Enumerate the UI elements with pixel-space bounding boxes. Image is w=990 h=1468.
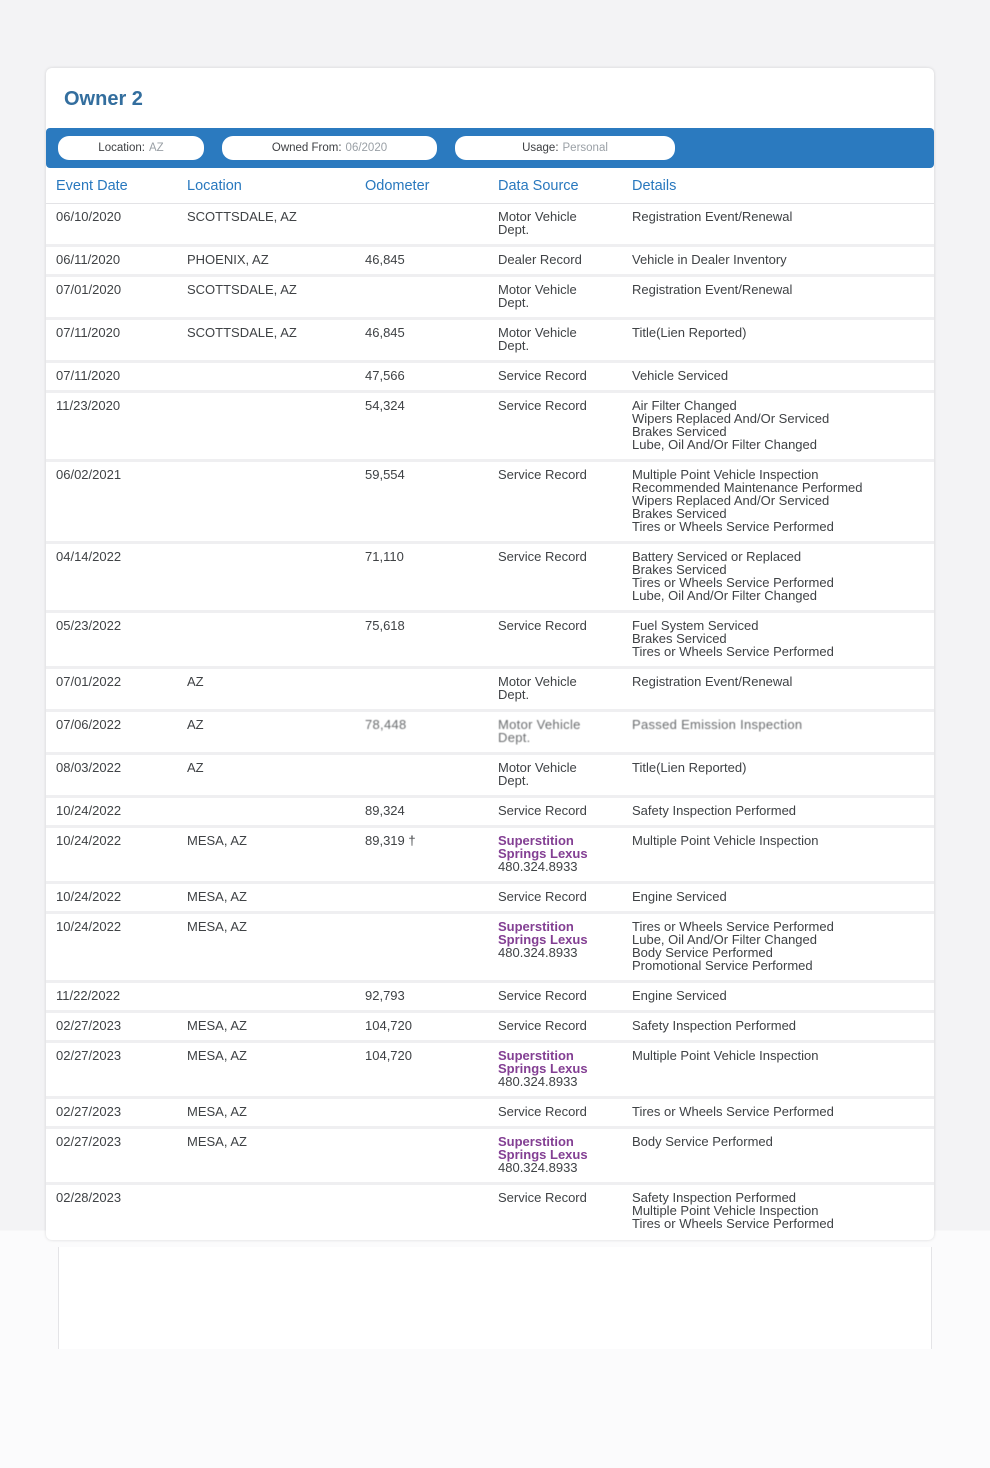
event-date-cell: 02/27/2023: [56, 1104, 122, 1119]
detail-line: Multiple Point Vehicle Inspection: [632, 833, 819, 848]
location-pill-label: Location:: [98, 142, 145, 154]
detail-line: Passed Emission Inspection: [632, 717, 803, 732]
data-source-text: Motor Vehicle Dept.: [498, 674, 577, 702]
data-source-text: Service Record: [498, 1190, 587, 1205]
detail-line: Brakes Serviced: [632, 424, 727, 439]
table-row: [46, 914, 934, 983]
detail-line: Air Filter Changed: [632, 398, 737, 413]
detail-line: Multiple Point Vehicle Inspection: [632, 1048, 819, 1063]
odometer-cell: 89,324: [365, 803, 405, 818]
detail-line: Lube, Oil And/Or Filter Changed: [632, 588, 817, 603]
owner-summary-bar: [46, 128, 934, 168]
detail-line: Tires or Wheels Service Performed: [632, 1216, 834, 1231]
details-cell: [632, 550, 926, 602]
table-row: [46, 712, 934, 755]
odometer-cell: 104,720: [365, 1048, 412, 1063]
detail-line: Fuel System Serviced: [632, 618, 759, 633]
detail-line: Tires or Wheels Service Performed: [632, 1104, 834, 1119]
detail-line: Lube, Oil And/Or Filter Changed: [632, 437, 817, 452]
data-source-cell: [498, 675, 632, 701]
details-cell: [632, 326, 926, 352]
location-cell: [187, 550, 365, 602]
table-row: [46, 884, 934, 914]
data-source-cell: [498, 369, 632, 382]
table-row: [46, 320, 934, 363]
events-table-header: [46, 168, 934, 204]
detail-line: Wipers Replaced And/Or Serviced: [632, 411, 830, 426]
dealer-link[interactable]: Superstition Springs Lexus: [498, 1134, 588, 1162]
event-date-cell: 10/24/2022: [56, 833, 122, 848]
column-header-data-source: Data Source: [498, 178, 579, 194]
table-row: [46, 798, 934, 828]
detail-line: Safety Inspection Performed: [632, 1190, 797, 1205]
event-date-cell: 07/01/2022: [56, 674, 122, 689]
event-date-cell: 07/11/2020: [56, 368, 121, 383]
table-row: [46, 755, 934, 798]
data-source-cell: [498, 834, 632, 873]
column-header-location: Location: [187, 178, 242, 194]
odometer-cell: [365, 761, 498, 787]
location-cell: AZ: [187, 674, 204, 689]
odometer-cell: [365, 1105, 498, 1118]
data-source-cell: [498, 326, 632, 352]
table-row: [46, 1185, 934, 1240]
data-source-text: [498, 834, 610, 873]
data-source-cell: [498, 253, 632, 266]
data-source-text: [498, 1049, 610, 1088]
details-cell: [632, 989, 926, 1002]
odometer-cell: 92,793: [365, 988, 405, 1003]
event-date-cell: 05/23/2022: [56, 618, 122, 633]
event-date-cell: 10/24/2022: [56, 889, 122, 904]
data-source-text: Service Record: [498, 1018, 587, 1033]
data-source-cell: [498, 1191, 632, 1230]
data-source-cell: [498, 283, 632, 309]
data-source-cell: [498, 399, 632, 451]
location-cell: SCOTTSDALE, AZ: [187, 325, 297, 340]
location-cell: MESA, AZ: [187, 1018, 247, 1033]
detail-line: Recommended Maintenance Performed: [632, 480, 863, 495]
owned-from-pill-value: 06/2020: [345, 142, 388, 154]
detail-line: Registration Event/Renewal: [632, 674, 793, 689]
event-date-cell: 08/03/2022: [56, 760, 122, 775]
detail-line: Registration Event/Renewal: [632, 209, 793, 224]
odometer-cell: 89,319 †: [365, 833, 416, 848]
odometer-cell: 71,110: [365, 549, 404, 564]
table-row: [46, 1013, 934, 1043]
details-cell: [632, 890, 926, 903]
event-date-cell: 11/22/2022: [56, 988, 121, 1003]
data-source-text: Motor Vehicle Dept.: [498, 325, 577, 353]
location-cell: SCOTTSDALE, AZ: [187, 282, 297, 297]
odometer-cell: 54,324: [365, 398, 405, 413]
details-cell: [632, 1105, 926, 1118]
data-source-cell: [498, 761, 632, 787]
column-header-event-date: Event Date: [56, 178, 128, 194]
odometer-cell: [365, 675, 498, 701]
owned-from-pill-label: Owned From:: [271, 142, 342, 154]
data-source-text: Service Record: [498, 549, 587, 564]
data-source-cell: [498, 920, 632, 972]
dealer-phone: 480.324.8933: [498, 1074, 578, 1089]
data-source-cell: [498, 1105, 632, 1118]
location-cell: [187, 468, 365, 533]
details-cell: [632, 283, 926, 309]
next-section-placeholder: [58, 1247, 932, 1349]
location-cell: SCOTTSDALE, AZ: [187, 209, 297, 224]
details-cell: [632, 399, 926, 451]
odometer-cell: [365, 210, 498, 236]
data-source-text: Service Record: [498, 889, 587, 904]
data-source-cell: [498, 1019, 632, 1032]
table-row: [46, 613, 934, 669]
data-source-cell: [498, 550, 632, 602]
location-pill: [58, 136, 204, 160]
event-date-cell: 06/10/2020: [56, 209, 122, 224]
data-source-text: Service Record: [498, 803, 587, 818]
event-date-cell: 02/28/2023: [56, 1190, 122, 1205]
dealer-link[interactable]: Superstition Springs Lexus: [498, 1048, 588, 1076]
detail-line: Tires or Wheels Service Performed: [632, 919, 834, 934]
detail-line: Engine Serviced: [632, 988, 727, 1003]
odometer-cell: [365, 1135, 498, 1174]
table-row: [46, 669, 934, 712]
location-cell: MESA, AZ: [187, 833, 247, 848]
table-row: [46, 983, 934, 1013]
data-source-cell: [498, 804, 632, 817]
odometer-cell: 46,845: [365, 252, 405, 267]
table-row: [46, 247, 934, 277]
data-source-text: Motor Vehicle Dept.: [498, 282, 577, 310]
location-cell: AZ: [187, 760, 204, 775]
details-cell: [632, 834, 926, 873]
event-date-cell: 11/23/2020: [56, 398, 121, 413]
detail-line: Wipers Replaced And/Or Serviced: [632, 493, 830, 508]
location-cell: [187, 989, 365, 1002]
table-row: [46, 1099, 934, 1129]
event-date-cell: 04/14/2022: [56, 549, 122, 564]
event-date-cell: 02/27/2023: [56, 1134, 122, 1149]
odometer-cell: [365, 890, 498, 903]
details-cell: [632, 1191, 926, 1230]
data-source-cell: [498, 468, 632, 533]
details-cell: [632, 210, 926, 236]
details-cell: [632, 675, 926, 701]
odometer-cell: [365, 1191, 498, 1230]
odometer-cell: [365, 920, 498, 972]
data-source-text: Service Record: [498, 398, 587, 413]
location-cell: [187, 1191, 365, 1230]
odometer-cell: [365, 283, 498, 309]
location-cell: [187, 804, 365, 817]
detail-line: Tires or Wheels Service Performed: [632, 519, 834, 534]
detail-line: Brakes Serviced: [632, 506, 727, 521]
detail-line: Tires or Wheels Service Performed: [632, 644, 834, 659]
location-cell: [187, 369, 365, 382]
odometer-cell: 59,554: [365, 467, 405, 482]
dealer-phone: 480.324.8933: [498, 1160, 578, 1175]
owner-section-card: [46, 68, 934, 1240]
location-cell: MESA, AZ: [187, 889, 247, 904]
data-source-cell: [498, 619, 632, 658]
detail-line: Registration Event/Renewal: [632, 282, 793, 297]
details-cell: [632, 1019, 926, 1032]
event-date-cell: 06/02/2021: [56, 467, 122, 482]
data-source-text: Service Record: [498, 618, 587, 633]
dealer-phone: 480.324.8933: [498, 945, 578, 960]
details-cell: [632, 619, 926, 658]
location-cell: MESA, AZ: [187, 919, 247, 934]
detail-line: Safety Inspection Performed: [632, 803, 797, 818]
data-source-cell: [498, 989, 632, 1002]
table-row: [46, 544, 934, 613]
table-row: [46, 1043, 934, 1099]
detail-line: Brakes Serviced: [632, 631, 727, 646]
detail-line: Brakes Serviced: [632, 562, 727, 577]
owner-section-title: Owner 2: [64, 88, 143, 110]
usage-pill-value: Personal: [562, 142, 608, 154]
event-date-cell: 07/01/2020: [56, 282, 122, 297]
location-cell: PHOENIX, AZ: [187, 252, 269, 267]
data-source-text: Service Record: [498, 368, 587, 383]
data-source-text: Service Record: [498, 1104, 587, 1119]
detail-line: Promotional Service Performed: [632, 958, 813, 973]
data-source-text: Motor Vehicle Dept.: [498, 717, 581, 745]
detail-line: Multiple Point Vehicle Inspection: [632, 1203, 819, 1218]
table-row: [46, 462, 934, 544]
odometer-cell: 46,845: [365, 325, 405, 340]
detail-line: Tires or Wheels Service Performed: [632, 575, 834, 590]
location-cell: AZ: [187, 717, 204, 732]
details-cell: [632, 369, 926, 382]
owned-from-pill: [222, 136, 437, 160]
detail-line: Body Service Performed: [632, 1134, 773, 1149]
data-source-text: Motor Vehicle Dept.: [498, 760, 577, 788]
location-cell: MESA, AZ: [187, 1134, 247, 1149]
column-header-details: Details: [632, 178, 677, 194]
table-row: [46, 363, 934, 393]
detail-line: Title(Lien Reported): [632, 325, 747, 340]
details-cell: [632, 253, 926, 266]
event-date-cell: 10/24/2022: [56, 803, 122, 818]
event-date-cell: 02/27/2023: [56, 1048, 122, 1063]
table-row: [46, 204, 934, 247]
location-cell: MESA, AZ: [187, 1104, 247, 1119]
table-row: [46, 1129, 934, 1185]
data-source-text: [498, 920, 610, 959]
details-cell: [632, 920, 926, 972]
event-date-cell: 10/24/2022: [56, 919, 122, 934]
details-cell: [632, 804, 926, 817]
details-cell: [632, 718, 926, 744]
usage-pill: [455, 136, 675, 160]
events-table-body: [46, 204, 934, 1240]
odometer-cell: 104,720: [365, 1018, 412, 1033]
table-row: [46, 393, 934, 462]
data-source-text: Dealer Record: [498, 252, 582, 267]
data-source-cell: [498, 1049, 632, 1088]
table-row: [46, 277, 934, 320]
location-cell: [187, 399, 365, 451]
location-cell: [187, 619, 365, 658]
data-source-cell: [498, 718, 632, 744]
detail-line: Vehicle Serviced: [632, 368, 729, 383]
details-cell: [632, 761, 926, 787]
location-cell: MESA, AZ: [187, 1048, 247, 1063]
detail-line: Engine Serviced: [632, 889, 727, 904]
detail-line: Lube, Oil And/Or Filter Changed: [632, 932, 817, 947]
odometer-cell: 78,448: [365, 717, 407, 732]
details-cell: [632, 468, 926, 533]
detail-line: Title(Lien Reported): [632, 760, 747, 775]
data-source-text: Service Record: [498, 988, 587, 1003]
event-date-cell: 06/11/2020: [56, 252, 121, 267]
details-cell: [632, 1049, 926, 1088]
data-source-text: Service Record: [498, 467, 587, 482]
odometer-cell: 75,618: [365, 618, 405, 633]
details-cell: [632, 1135, 926, 1174]
location-pill-value: AZ: [148, 142, 164, 154]
data-source-cell: [498, 1135, 632, 1174]
detail-line: Body Service Performed: [632, 945, 773, 960]
detail-line: Multiple Point Vehicle Inspection: [632, 467, 819, 482]
table-row: [46, 828, 934, 884]
data-source-cell: [498, 890, 632, 903]
dealer-link[interactable]: Superstition Springs Lexus: [498, 919, 588, 947]
odometer-cell: 47,566: [365, 368, 405, 383]
dealer-phone: 480.324.8933: [498, 859, 578, 874]
usage-pill-label: Usage:: [522, 142, 559, 154]
detail-line: Battery Serviced or Replaced: [632, 549, 802, 564]
event-date-cell: 07/11/2020: [56, 325, 121, 340]
detail-line: Safety Inspection Performed: [632, 1018, 797, 1033]
data-source-text: Motor Vehicle Dept.: [498, 209, 577, 237]
detail-line: Vehicle in Dealer Inventory: [632, 252, 787, 267]
column-header-odometer: Odometer: [365, 178, 430, 194]
dealer-link[interactable]: Superstition Springs Lexus: [498, 833, 588, 861]
data-source-cell: [498, 210, 632, 236]
event-date-cell: 02/27/2023: [56, 1018, 122, 1033]
event-date-cell: 07/06/2022: [56, 717, 122, 732]
data-source-text: [498, 1135, 610, 1174]
